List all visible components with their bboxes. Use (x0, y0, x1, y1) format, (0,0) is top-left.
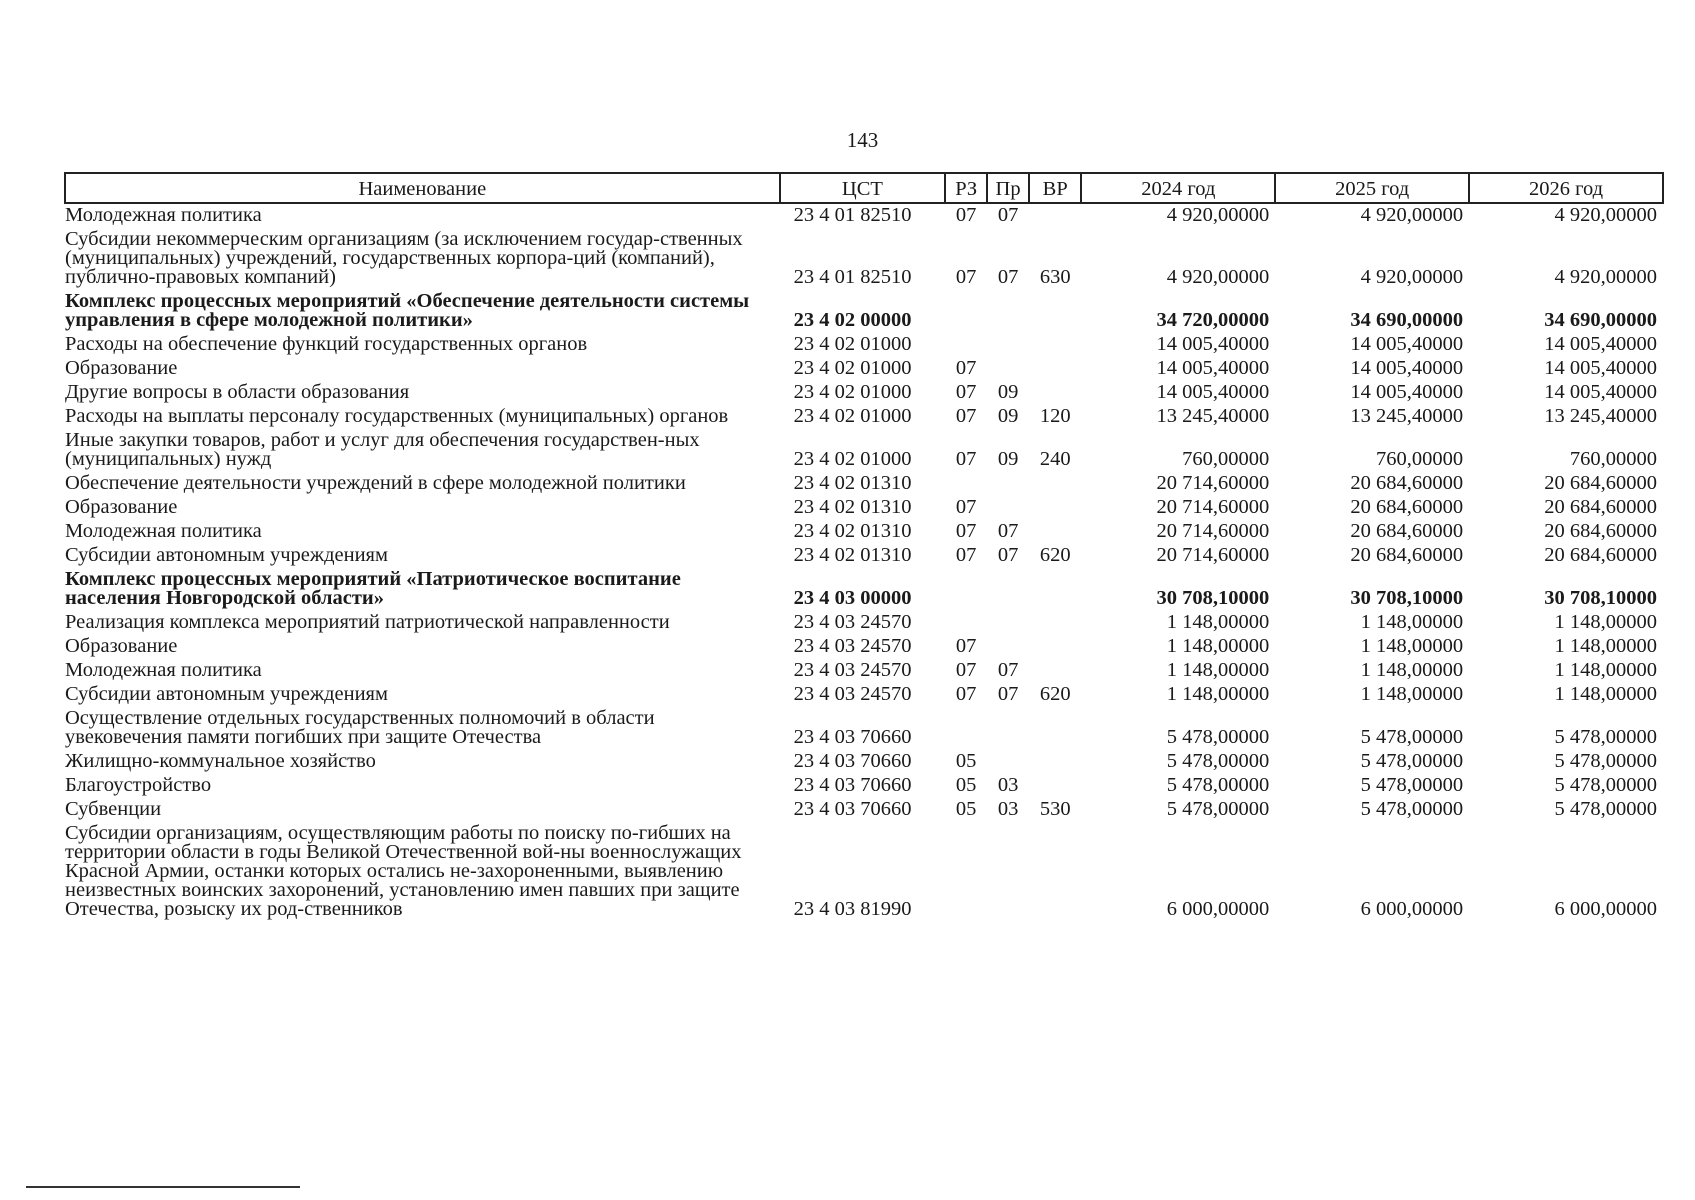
cell-y2026: 20 684,60000 (1544, 544, 1657, 566)
cell-y2024: 14 005,40000 (1156, 381, 1270, 403)
cell-pr (987, 568, 1029, 611)
cell-cst: 23 4 01 82510 (793, 204, 912, 226)
cell-pr: 09 (997, 381, 1019, 403)
cell-rz: 05 (955, 774, 977, 796)
cell-rz: 07 (955, 448, 977, 470)
table-row (65, 659, 1663, 683)
cell-rz: 05 (955, 750, 977, 772)
cell-y2026: 5 478,00000 (1554, 750, 1657, 772)
table-row (65, 496, 1663, 520)
cell-pr (987, 822, 1029, 922)
cell-y2025: 5 478,00000 (1360, 798, 1464, 820)
cell-y2026: 13 245,40000 (1544, 405, 1657, 427)
cell-cst: 23 4 02 01310 (793, 520, 912, 542)
table-row (65, 405, 1663, 429)
cell-rz: 07 (955, 496, 977, 518)
cell-vr (1029, 635, 1081, 659)
cell-cst: 23 4 02 01000 (793, 381, 912, 403)
cell-y2024: 34 720,00000 (1156, 309, 1270, 331)
cell-rz: 07 (955, 659, 977, 681)
cell-name: Реализация комплекса мероприятий патриотической направленности (65, 611, 670, 633)
table-row (65, 798, 1663, 822)
cell-rz: 07 (955, 683, 977, 705)
cell-y2024: 760,00000 (1182, 448, 1270, 470)
cell-y2026: 30 708,10000 (1544, 587, 1657, 609)
cell-rz: 07 (955, 357, 977, 379)
cell-cst: 23 4 03 70660 (793, 798, 912, 820)
cell-y2025: 1 148,00000 (1360, 635, 1464, 657)
cell-pr (987, 611, 1029, 635)
table-row (65, 520, 1663, 544)
cell-y2024: 4 920,00000 (1166, 204, 1270, 226)
cell-name: Образование (65, 496, 178, 518)
budget-table (64, 172, 1664, 922)
cell-rz (945, 822, 987, 922)
cell-name: Образование (65, 357, 178, 379)
cell-cst: 23 4 03 70660 (793, 774, 912, 796)
cell-y2024: 20 714,60000 (1156, 520, 1270, 542)
cell-pr: 07 (997, 204, 1019, 226)
table-row (65, 357, 1663, 381)
cell-y2025: 5 478,00000 (1360, 750, 1464, 772)
table-row (65, 203, 1663, 228)
cell-vr (1029, 822, 1081, 922)
cell-vr: 620 (1039, 683, 1071, 705)
cell-vr (1029, 750, 1081, 774)
cell-rz: 07 (955, 381, 977, 403)
table-row (65, 774, 1663, 798)
cell-cst: 23 4 03 70660 (793, 726, 912, 748)
cell-y2025: 5 478,00000 (1360, 774, 1464, 796)
cell-y2025: 34 690,00000 (1350, 309, 1464, 331)
cell-y2025: 20 684,60000 (1350, 496, 1464, 518)
cell-name: Обеспечение деятельности учреждений в сфере молодежной политики (65, 472, 686, 494)
cell-vr: 240 (1039, 448, 1071, 470)
cell-y2025: 14 005,40000 (1350, 381, 1464, 403)
cell-rz (945, 290, 987, 333)
cell-name: Молодежная политика (65, 520, 262, 542)
table-row (65, 228, 1663, 290)
cell-y2025: 14 005,40000 (1350, 357, 1464, 379)
cell-name: Субсидии автономным учреждениям (65, 683, 388, 705)
cell-y2024: 4 920,00000 (1166, 266, 1270, 288)
cell-rz (945, 611, 987, 635)
cell-y2025: 1 148,00000 (1360, 683, 1464, 705)
cell-name: Благоустройство (65, 774, 212, 796)
cell-pr: 07 (997, 266, 1019, 288)
cell-cst: 23 4 02 01310 (793, 496, 912, 518)
cell-pr: 03 (997, 774, 1019, 796)
footnote-rule (26, 1186, 300, 1188)
cell-name: Иные закупки товаров, работ и услуг для обеспечения государствен-ных (муниципальных) нужд (65, 429, 700, 470)
cell-pr (987, 333, 1029, 357)
cell-name: Субсидии некоммерческим организациям (за исключением государ-ственных (муниципальных) учреждений, государственных корпора-ций (компаний), публично-правовых компаний) (65, 228, 743, 288)
cell-y2026: 1 148,00000 (1554, 611, 1657, 633)
cell-vr (1029, 333, 1081, 357)
cell-y2025: 20 684,60000 (1350, 472, 1464, 494)
cell-y2024: 30 708,10000 (1156, 587, 1270, 609)
table-row (65, 683, 1663, 707)
cell-vr (1029, 568, 1081, 611)
cell-vr (1029, 659, 1081, 683)
cell-rz (945, 472, 987, 496)
cell-name: Молодежная политика (65, 659, 262, 681)
cell-y2026: 1 148,00000 (1554, 683, 1657, 705)
cell-cst: 23 4 03 00000 (793, 587, 912, 609)
cell-cst: 23 4 02 01310 (793, 472, 912, 494)
cell-name: Комплекс процессных мероприятий «Обеспечение деятельности системы управления в сфере молодежной политики» (65, 290, 750, 331)
table-row (65, 290, 1663, 333)
cell-pr: 07 (997, 683, 1019, 705)
header-vr: ВР (1029, 173, 1081, 203)
cell-y2026: 5 478,00000 (1554, 774, 1657, 796)
cell-vr (1029, 707, 1081, 750)
cell-cst: 23 4 02 01310 (793, 544, 912, 566)
cell-rz: 07 (955, 544, 977, 566)
cell-pr (987, 635, 1029, 659)
cell-y2024: 20 714,60000 (1156, 544, 1270, 566)
cell-cst: 23 4 02 01000 (793, 333, 912, 355)
cell-cst: 23 4 03 24570 (793, 635, 912, 657)
cell-pr (987, 750, 1029, 774)
cell-y2025: 14 005,40000 (1350, 333, 1464, 355)
header-rz: РЗ (945, 173, 987, 203)
table-row (65, 707, 1663, 750)
cell-y2026: 14 005,40000 (1544, 357, 1657, 379)
cell-vr (1029, 290, 1081, 333)
cell-y2026: 14 005,40000 (1544, 381, 1657, 403)
cell-pr (987, 357, 1029, 381)
cell-y2026: 4 920,00000 (1554, 204, 1657, 226)
header-pr: Пр (987, 173, 1029, 203)
cell-vr (1029, 496, 1081, 520)
table-header-row (65, 173, 1663, 203)
cell-name: Молодежная политика (65, 204, 262, 226)
cell-rz: 07 (955, 266, 977, 288)
header-cst: ЦСТ (780, 173, 946, 203)
cell-y2025: 30 708,10000 (1350, 587, 1464, 609)
cell-vr (1029, 203, 1081, 228)
cell-y2026: 5 478,00000 (1554, 726, 1657, 748)
cell-cst: 23 4 03 24570 (793, 611, 912, 633)
cell-y2024: 5 478,00000 (1166, 774, 1270, 796)
cell-name: Субвенции (65, 798, 162, 820)
cell-rz: 05 (955, 798, 977, 820)
header-name: Наименование (65, 173, 780, 203)
page-number: 143 (846, 128, 879, 152)
cell-y2026: 1 148,00000 (1554, 635, 1657, 657)
cell-y2024: 1 148,00000 (1166, 683, 1270, 705)
cell-rz: 07 (955, 204, 977, 226)
cell-name: Образование (65, 635, 178, 657)
cell-y2025: 13 245,40000 (1350, 405, 1464, 427)
cell-y2024: 14 005,40000 (1156, 357, 1270, 379)
cell-pr (987, 496, 1029, 520)
table-row (65, 333, 1663, 357)
cell-y2024: 1 148,00000 (1166, 635, 1270, 657)
cell-y2025: 1 148,00000 (1360, 611, 1464, 633)
cell-pr: 07 (997, 520, 1019, 542)
cell-cst: 23 4 02 01000 (793, 405, 912, 427)
cell-y2026: 760,00000 (1569, 448, 1657, 470)
cell-y2026: 20 684,60000 (1544, 520, 1657, 542)
cell-y2025: 20 684,60000 (1350, 544, 1464, 566)
cell-name: Осуществление отдельных государственных полномочий в области увековечения памяти погибших при защите Отечества (65, 707, 655, 748)
table-row (65, 568, 1663, 611)
cell-rz (945, 333, 987, 357)
cell-vr: 530 (1039, 798, 1071, 820)
cell-y2024: 20 714,60000 (1156, 496, 1270, 518)
table-row (65, 611, 1663, 635)
table-row (65, 822, 1663, 922)
cell-vr (1029, 357, 1081, 381)
table-row (65, 750, 1663, 774)
cell-y2024: 6 000,00000 (1166, 898, 1270, 920)
cell-y2024: 5 478,00000 (1166, 798, 1270, 820)
cell-pr: 09 (997, 405, 1019, 427)
cell-y2025: 760,00000 (1375, 448, 1464, 470)
cell-y2024: 5 478,00000 (1166, 750, 1270, 772)
cell-vr: 120 (1039, 405, 1071, 427)
cell-rz: 07 (955, 405, 977, 427)
cell-pr (987, 707, 1029, 750)
cell-vr (1029, 381, 1081, 405)
cell-rz (945, 707, 987, 750)
cell-vr (1029, 520, 1081, 544)
cell-y2024: 13 245,40000 (1156, 405, 1270, 427)
cell-cst: 23 4 03 24570 (793, 683, 912, 705)
cell-cst: 23 4 02 00000 (793, 309, 912, 331)
cell-name: Расходы на обеспечение функций государственных органов (65, 333, 588, 355)
cell-name: Расходы на выплаты персоналу государственных (муниципальных) органов (65, 405, 729, 427)
cell-y2026: 20 684,60000 (1544, 496, 1657, 518)
cell-cst: 23 4 03 24570 (793, 659, 912, 681)
cell-y2024: 5 478,00000 (1166, 726, 1270, 748)
cell-pr: 07 (997, 659, 1019, 681)
cell-name: Жилищно-коммунальное хозяйство (65, 750, 376, 772)
cell-y2024: 20 714,60000 (1156, 472, 1270, 494)
cell-cst: 23 4 01 82510 (793, 266, 912, 288)
cell-pr: 07 (997, 544, 1019, 566)
cell-name: Субсидии организациям, осуществляющим работы по поиску по-гибших на территории области в годы Великой Отечественной вой-ны военнослужащих Красной Армии, останки которых остались не-захороненными, выявлению неизвестных воинских захоронений, установлению имен павших при защите Отечества, розыску их род-ственников (65, 822, 742, 920)
cell-y2026: 20 684,60000 (1544, 472, 1657, 494)
cell-rz: 07 (955, 635, 977, 657)
cell-y2025: 6 000,00000 (1360, 898, 1464, 920)
cell-vr (1029, 611, 1081, 635)
cell-y2025: 4 920,00000 (1360, 266, 1464, 288)
table-row (65, 381, 1663, 405)
header-2026: 2026 год (1469, 173, 1663, 203)
cell-name: Другие вопросы в области образования (65, 381, 410, 403)
cell-y2026: 4 920,00000 (1554, 266, 1657, 288)
cell-pr (987, 472, 1029, 496)
cell-y2025: 4 920,00000 (1360, 204, 1464, 226)
cell-y2026: 1 148,00000 (1554, 659, 1657, 681)
cell-y2024: 1 148,00000 (1166, 611, 1270, 633)
cell-cst: 23 4 02 01000 (793, 357, 912, 379)
cell-y2026: 34 690,00000 (1544, 309, 1657, 331)
cell-y2025: 5 478,00000 (1360, 726, 1464, 748)
cell-pr: 09 (997, 448, 1019, 470)
cell-rz (945, 568, 987, 611)
cell-y2025: 1 148,00000 (1360, 659, 1464, 681)
cell-y2026: 5 478,00000 (1554, 798, 1657, 820)
table-row (65, 635, 1663, 659)
cell-vr (1029, 472, 1081, 496)
cell-y2026: 14 005,40000 (1544, 333, 1657, 355)
cell-pr (987, 290, 1029, 333)
cell-y2026: 6 000,00000 (1554, 898, 1657, 920)
cell-rz: 07 (955, 520, 977, 542)
cell-cst: 23 4 02 01000 (793, 448, 912, 470)
table-row (65, 544, 1663, 568)
cell-y2025: 20 684,60000 (1350, 520, 1464, 542)
cell-pr: 03 (997, 798, 1019, 820)
cell-cst: 23 4 03 70660 (793, 750, 912, 772)
cell-y2024: 14 005,40000 (1156, 333, 1270, 355)
cell-vr: 630 (1039, 266, 1071, 288)
cell-name: Комплекс процессных мероприятий «Патриотическое воспитание населения Новгородской области» (65, 568, 681, 609)
cell-cst: 23 4 03 81990 (793, 898, 912, 920)
table-row (65, 472, 1663, 496)
cell-vr: 620 (1039, 544, 1071, 566)
cell-name: Субсидии автономным учреждениям (65, 544, 388, 566)
header-2024: 2024 год (1081, 173, 1275, 203)
cell-vr (1029, 774, 1081, 798)
table-row (65, 429, 1663, 472)
header-2025: 2025 год (1275, 173, 1469, 203)
cell-y2024: 1 148,00000 (1166, 659, 1270, 681)
